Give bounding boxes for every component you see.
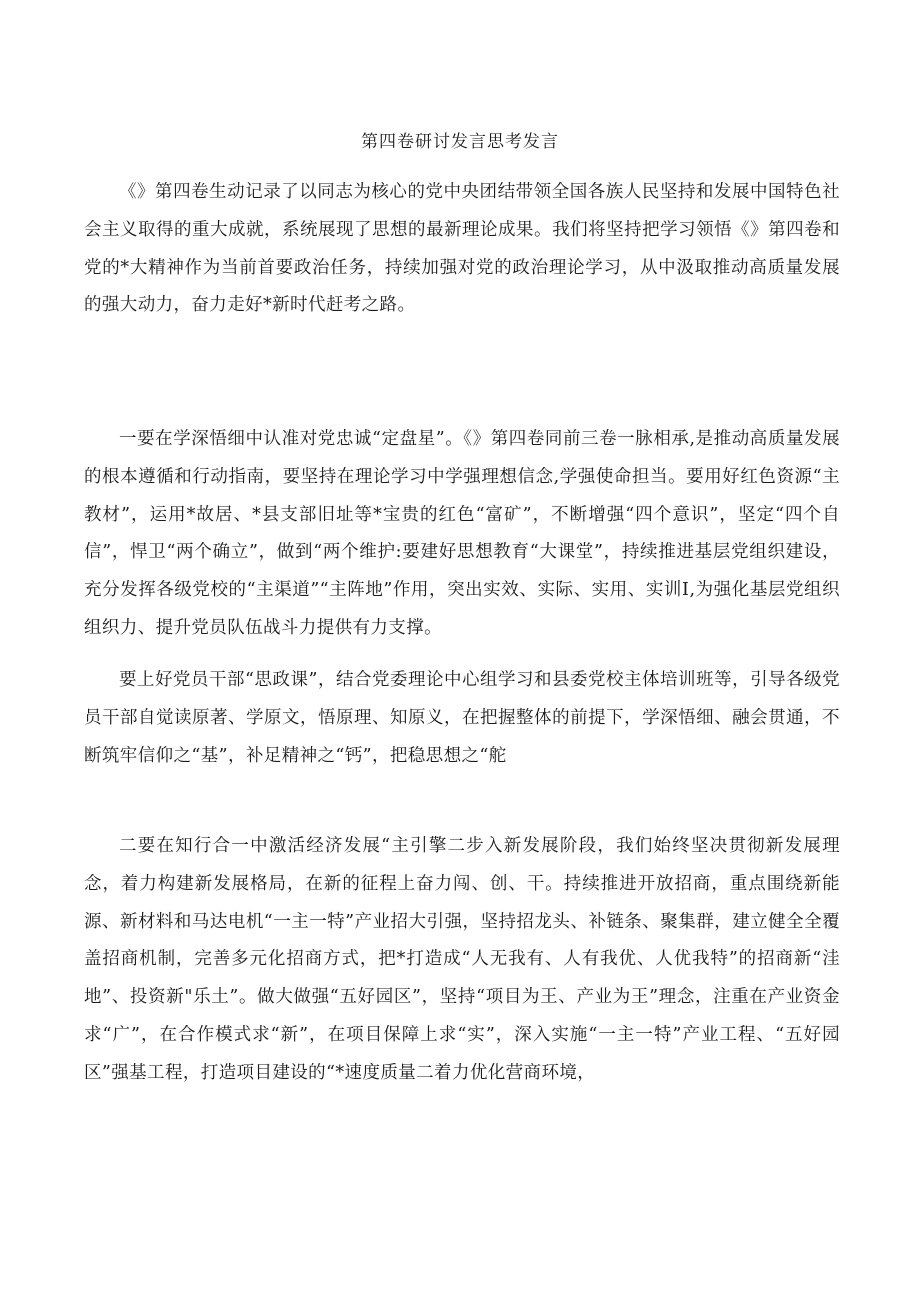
paragraph-loyalty: 一要在学深悟细中认准对党忠诚“定盘星”。《》第四卷同前三卷一脉相承,是推动高质量发展的根本遵循和行动指南，要坚持在理论学习中学强理想信念,学强使命担当。要用好红色资源“主教材”，运用*故居、*县支部旧址等*宝贵的红色“富矿”，不断增强“四个意识”，坚定“四个自信”，悍卫“两个确立”，做到“两个维护:要建好思想教育“大课堂”，持续推进基层党组织建设，充分发挥各级党校的“主渠道”“主阵地”作用，突出实效、实际、实用、实训Ⅰ,为强化基层党组织组织力、提升党员队伍战斗力提供有力支撑。 [84, 429, 840, 638]
paragraph-cadre-education: 要上好党员干部“思政课”，结合党委理论中心组学习和县委党校主体培训班等，引导各级党员干部自觉读原著、学原文，悟原理、知原义，在把握整体的前提下，学深悟细、融会贯通，不断筑牢信仰之“基”，补足精神之“钙”，把稳思想之“舵 [84, 670, 840, 766]
paragraph-intro: 《》第四卷生动记录了以同志为核心的党中央团结带领全国各族人民坚持和发展中国特色社会主义取得的重大成就，系统展现了思想的最新理论成果。我们将坚持把学习领悟《》第四卷和党的*大精神作为当前首要政治任务，持续加强对党的政治理论学习，从中汲取推动高质量发展的强大动力，奋力走好*新时代赶考之路。 [84, 182, 840, 316]
paragraph-economic-development: 二要在知行合一中激活经济发展“主引擎二步入新发展阶段，我们始终坚决贯彻新发展理念，着力构建新发展格局，在新的征程上奋力闯、创、干。持续推进开放招商，重点围绕新能源、新材料和马达电机“一主一特”产业招大引强，坚持招龙头、补链条、聚集群，建立健全全覆盖招商机制，完善多元化招商方式，把*打造成“人无我有、人有我优、人优我特”的招商新“洼地”、投资新"乐土”。做大做强“五好园区”，坚持“项目为王、产业为王”理念，注重在产业资金求“广”，在合作模式求“新”，在项目保障上求“实”，深入实施“一主一特”产业工程、“五好园区”强基工程，打造项目建设的“*速度质量二着力优化营商环境， [84, 836, 840, 1083]
document-title: 第四卷研讨发言思考发言 [361, 132, 559, 152]
